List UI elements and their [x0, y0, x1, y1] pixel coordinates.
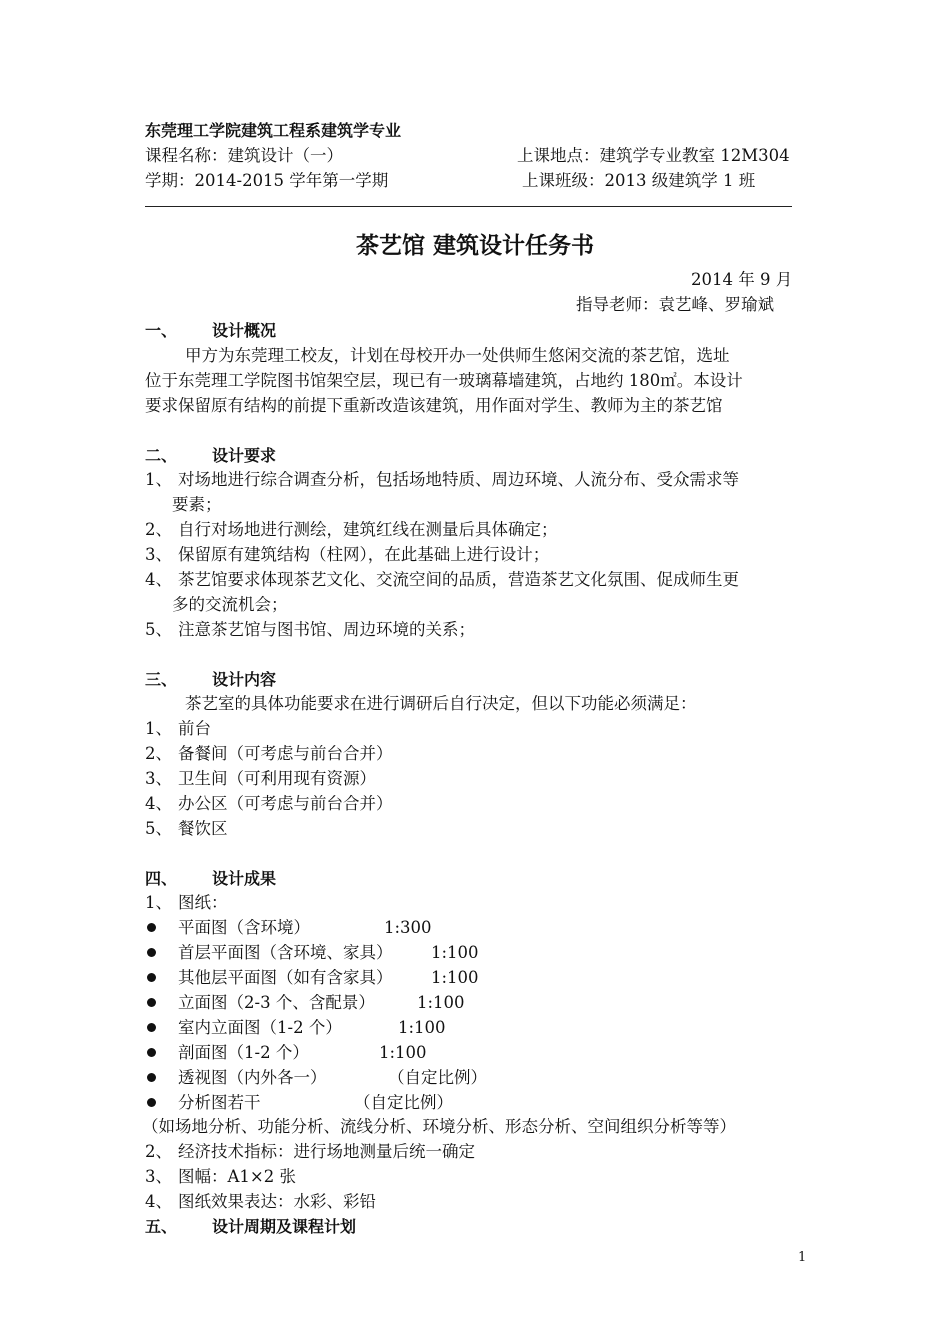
term: 学期：2014-2015 学年第一学期	[145, 171, 389, 190]
list-item: 前台	[178, 719, 211, 738]
section-3-heading: 设计内容	[212, 670, 277, 689]
list-item: 保留原有建筑结构（柱网），在此基础上进行设计；	[178, 545, 550, 564]
instructors: 指导老师：袁艺峰、罗瑜斌	[576, 295, 774, 314]
bullet-icon	[147, 1073, 156, 1082]
class-group: 上课班级：2013 级建筑学 1 班	[522, 171, 756, 190]
drawing-item: 透视图（内外各一）	[178, 1068, 327, 1087]
list-number: 5、	[145, 620, 172, 639]
content-intro: 茶艺室的具体功能要求在进行调研后自行决定，但以下功能必须满足：	[185, 694, 697, 713]
list-item: 备餐间（可考虑与前台合并）	[178, 744, 393, 763]
document-date: 2014 年 9 月	[691, 270, 793, 289]
analysis-note: （如场地分析、功能分析、流线分析、环境分析、形态分析、空间组织分析等等）	[142, 1117, 736, 1136]
header-divider	[145, 206, 792, 207]
bullet-icon	[147, 948, 156, 957]
drawing-item: 剖面图（1-2 个）	[178, 1043, 309, 1062]
bullet-icon	[147, 1023, 156, 1032]
bullet-icon	[147, 1048, 156, 1057]
list-number: 2、	[145, 1142, 172, 1161]
list-number: 2、	[145, 744, 172, 763]
bullet-icon	[147, 973, 156, 982]
section-5-number: 五、	[145, 1217, 178, 1236]
list-item-continuation: 要素；	[172, 495, 222, 514]
list-item: 办公区（可考虑与前台合并）	[178, 794, 393, 813]
drawing-scale: 1:100	[398, 1018, 446, 1037]
page-number: 1	[798, 1250, 807, 1265]
drawing-item: 平面图（含环境）	[178, 918, 310, 937]
list-number: 1、	[145, 470, 172, 489]
course-name: 课程名称：建筑设计（一）	[145, 146, 343, 165]
list-item: 对场地进行综合调查分析，包括场地特质、周边环境、人流分布、受众需求等	[178, 470, 739, 489]
section-4-number: 四、	[145, 869, 178, 888]
section-1-heading: 设计概况	[212, 321, 277, 340]
drawing-scale: 1:100	[431, 943, 479, 962]
list-item-continuation: 多的交流机会；	[172, 595, 288, 614]
overview-line: 位于东莞理工学院图书馆架空层，现已有一玻璃幕墙建筑，占地约 180㎡。本设计	[145, 371, 743, 390]
drawing-scale: 1:100	[379, 1043, 427, 1062]
drawings-label: 图纸：	[178, 893, 228, 912]
list-number: 3、	[145, 769, 172, 788]
section-5-heading: 设计周期及课程计划	[212, 1217, 357, 1236]
school-header: 东莞理工学院建筑工程系建筑学专业	[145, 121, 402, 140]
list-number: 1、	[145, 719, 172, 738]
bullet-icon	[147, 998, 156, 1007]
bullet-icon	[147, 923, 156, 932]
list-item: 注意茶艺馆与图书馆、周边环境的关系；	[178, 620, 475, 639]
list-item: 图幅：A1×2 张	[178, 1167, 296, 1186]
overview-line: 要求保留原有结构的前提下重新改造该建筑，用作面对学生、教师为主的茶艺馆	[145, 396, 723, 415]
drawing-scale: 1:100	[417, 993, 465, 1012]
list-number: 3、	[145, 1167, 172, 1186]
drawing-scale: （自定比例）	[388, 1068, 487, 1087]
section-1-number: 一、	[145, 321, 178, 340]
document-title: 茶艺馆 建筑设计任务书	[355, 233, 594, 259]
drawing-scale: 1:100	[431, 968, 479, 987]
section-2-number: 二、	[145, 446, 178, 465]
drawing-item: 首层平面图（含环境、家具）	[178, 943, 393, 962]
list-item: 餐饮区	[178, 819, 228, 838]
drawing-item: 室内立面图（1-2 个）	[178, 1018, 342, 1037]
overview-line: 甲方为东莞理工校友，计划在母校开办一处供师生悠闲交流的茶艺馆，选址	[185, 346, 730, 365]
drawing-scale: （自定比例）	[354, 1093, 453, 1112]
drawing-item: 分析图若干	[178, 1093, 261, 1112]
list-item: 自行对场地进行测绘，建筑红线在测量后具体确定；	[178, 520, 558, 539]
section-4-heading: 设计成果	[212, 869, 277, 888]
list-item: 图纸效果表达：水彩、彩铅	[178, 1192, 376, 1211]
list-number: 1、	[145, 893, 172, 912]
list-number: 2、	[145, 520, 172, 539]
class-location: 上课地点：建筑学专业教室 12M304	[517, 146, 790, 165]
drawing-scale: 1:300	[384, 918, 432, 937]
list-number: 4、	[145, 794, 172, 813]
list-item: 茶艺馆要求体现茶艺文化、交流空间的品质，营造茶艺文化氛围、促成师生更	[178, 570, 739, 589]
section-2-heading: 设计要求	[212, 446, 277, 465]
section-3-number: 三、	[145, 670, 178, 689]
bullet-icon	[147, 1098, 156, 1107]
list-number: 4、	[145, 1192, 172, 1211]
list-number: 5、	[145, 819, 172, 838]
list-item: 卫生间（可利用现有资源）	[178, 769, 376, 788]
list-number: 4、	[145, 570, 172, 589]
drawing-item: 立面图（2-3 个、含配景）	[178, 993, 375, 1012]
list-number: 3、	[145, 545, 172, 564]
drawing-item: 其他层平面图（如有含家具）	[178, 968, 393, 987]
list-item: 经济技术指标：进行场地测量后统一确定	[178, 1142, 475, 1161]
